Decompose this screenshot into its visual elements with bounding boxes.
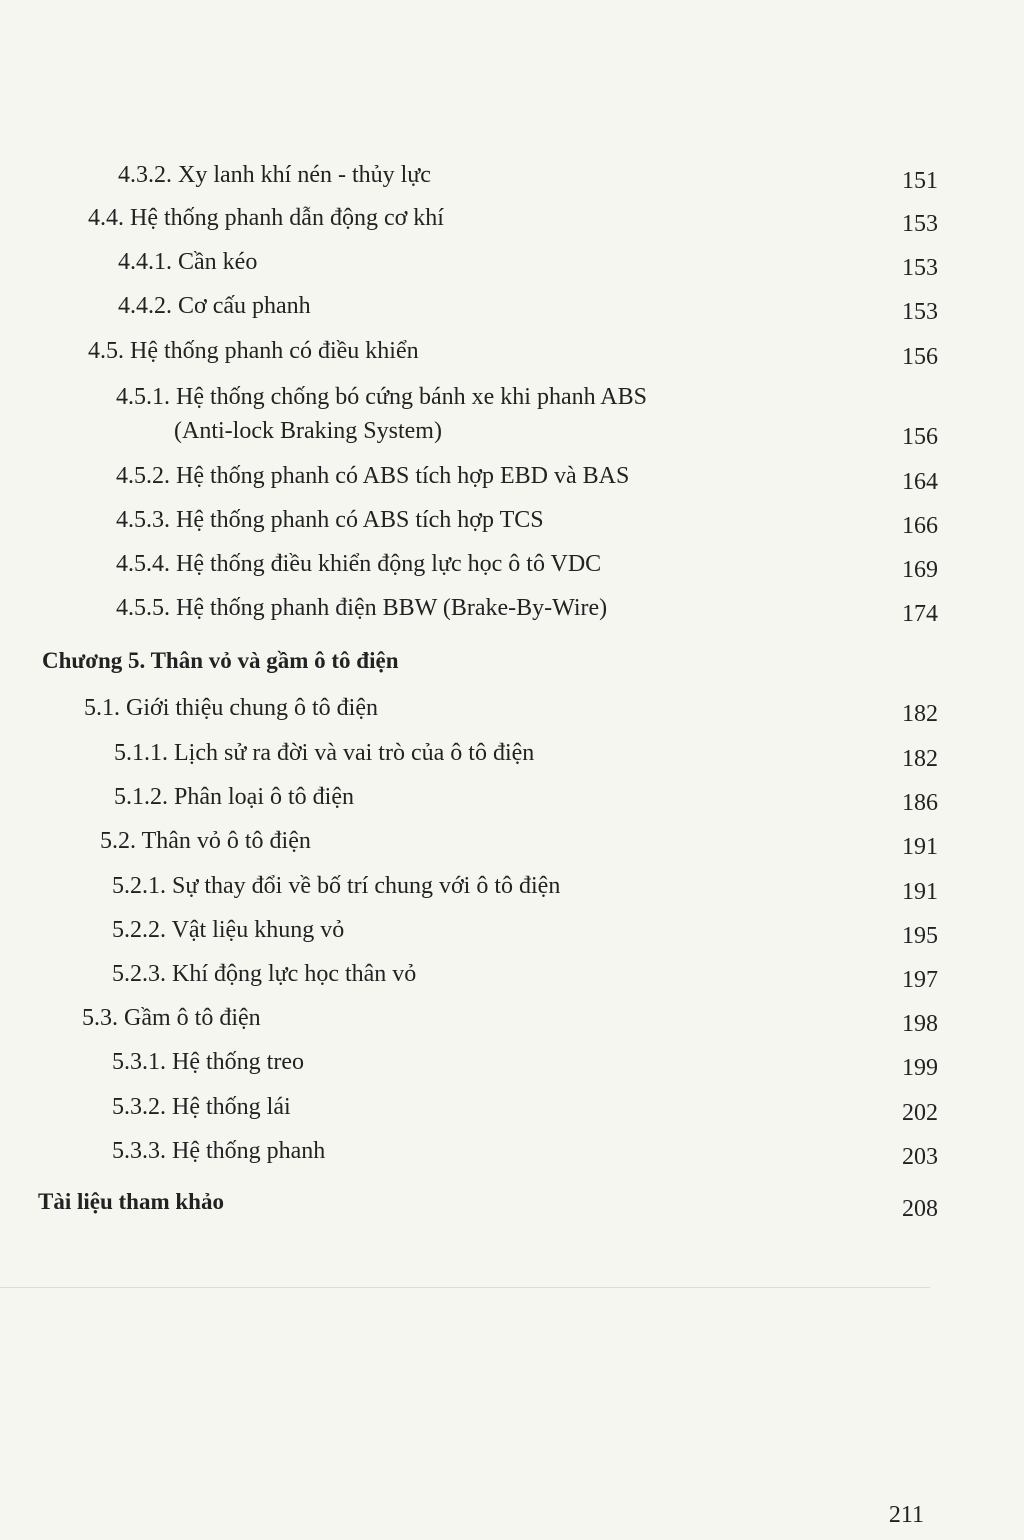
toc-entry-page: 182 bbox=[902, 701, 938, 727]
toc-entry-page: 164 bbox=[902, 469, 938, 495]
toc-entry-title: 5.2.1. Sự thay đổi về bố trí chung với ô tô điện bbox=[112, 873, 561, 899]
toc-entry-page: 202 bbox=[902, 1100, 938, 1126]
toc-entry-page: 153 bbox=[902, 255, 938, 281]
toc-entry-title: (Anti-lock Braking System) bbox=[174, 418, 442, 444]
toc-entry-page: 174 bbox=[902, 601, 938, 627]
toc-entry-title: 4.5. Hệ thống phanh có điều khiển bbox=[88, 338, 419, 364]
toc-entry-title: 4.5.4. Hệ thống điều khiển động lực học ô tô VDC bbox=[116, 551, 602, 577]
show-through-rule bbox=[0, 1287, 930, 1288]
toc-entry-title: 4.4.1. Cần kéo bbox=[118, 249, 258, 275]
toc-entry-title: 4.5.5. Hệ thống phanh điện BBW (Brake-By-Wire) bbox=[116, 595, 608, 621]
toc-entry-page: 191 bbox=[902, 879, 938, 905]
toc-entry-page: 156 bbox=[902, 424, 938, 450]
toc-entry-page: 199 bbox=[902, 1055, 938, 1081]
toc-entry-title: 4.4. Hệ thống phanh dẫn động cơ khí bbox=[88, 205, 444, 231]
toc-entry-page: 151 bbox=[902, 168, 938, 194]
toc-entry-page: 169 bbox=[902, 557, 938, 583]
toc-entry-title: 4.5.3. Hệ thống phanh có ABS tích hợp TCS bbox=[116, 507, 544, 533]
toc-entry-title: 5.3. Gầm ô tô điện bbox=[82, 1005, 261, 1031]
toc-entry-page: 191 bbox=[902, 834, 938, 860]
toc-entry-page: 203 bbox=[902, 1144, 938, 1170]
toc-entry-page: 208 bbox=[902, 1196, 938, 1222]
toc-entry-title: 5.1.2. Phân loại ô tô điện bbox=[114, 784, 354, 810]
toc-entry-title: 5.2.3. Khí động lực học thân vỏ bbox=[112, 961, 417, 987]
toc-entry-title: 4.5.2. Hệ thống phanh có ABS tích hợp EBD và BAS bbox=[116, 463, 630, 489]
toc-entry-title: 4.4.2. Cơ cấu phanh bbox=[118, 293, 311, 319]
toc-entry-page: 153 bbox=[902, 211, 938, 237]
toc-entry-page: 182 bbox=[902, 746, 938, 772]
toc-entry-title: 5.3.3. Hệ thống phanh bbox=[112, 1138, 326, 1164]
toc-entry-title: 5.2.2. Vật liệu khung vỏ bbox=[112, 917, 345, 943]
toc-entry-title: 5.1.1. Lịch sử ra đời và vai trò của ô tô điện bbox=[114, 740, 535, 766]
toc-entry-title: 4.3.2. Xy lanh khí nén - thủy lực bbox=[118, 162, 431, 188]
toc-chapter-title: Tài liệu tham khảo bbox=[38, 1189, 224, 1214]
toc-entry-title: 5.1. Giới thiệu chung ô tô điện bbox=[84, 695, 378, 721]
page-number: 211 bbox=[888, 1502, 924, 1528]
toc-entry-title: 5.3.1. Hệ thống treo bbox=[112, 1049, 304, 1075]
toc-entry-page: 153 bbox=[902, 299, 938, 325]
toc-chapter-title: Chương 5. Thân vỏ và gầm ô tô điện bbox=[42, 648, 399, 673]
toc-entry-title: 5.3.2. Hệ thống lái bbox=[112, 1094, 291, 1120]
toc-entry-page: 186 bbox=[902, 790, 938, 816]
toc-entry-page: 156 bbox=[902, 344, 938, 370]
toc-entry-page: 195 bbox=[902, 923, 938, 949]
toc-entry-title: 4.5.1. Hệ thống chống bó cứng bánh xe khi phanh ABS bbox=[116, 384, 647, 410]
toc-entry-page: 166 bbox=[902, 513, 938, 539]
toc-entry-page: 198 bbox=[902, 1011, 938, 1037]
toc-entry-page: 197 bbox=[902, 967, 938, 993]
toc-entry-title: 5.2. Thân vỏ ô tô điện bbox=[100, 828, 311, 854]
